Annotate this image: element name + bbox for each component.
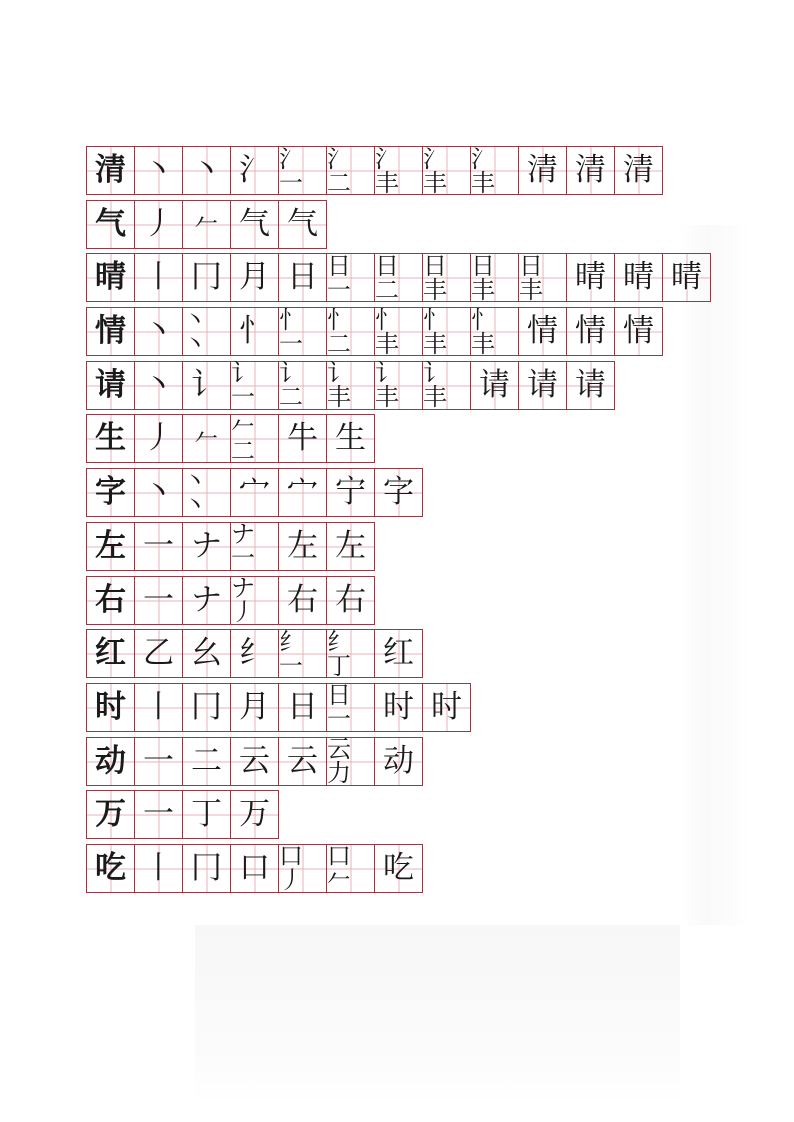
stroke-step-cell: 一 bbox=[134, 522, 183, 571]
stroke-step-cell: 宁 bbox=[326, 468, 375, 517]
stroke-step-cell: 忄丰 bbox=[470, 307, 519, 356]
stroke-step-cell: 丿 bbox=[134, 414, 183, 463]
stroke-step-cell: 口𠂉 bbox=[326, 844, 375, 893]
stroke-step-cell: 云 bbox=[230, 737, 279, 786]
stroke-step-cell: 氵丰 bbox=[470, 146, 519, 195]
stroke-step-cell: 忄 bbox=[230, 307, 279, 356]
stroke-step-cell: 请 bbox=[518, 361, 567, 410]
stroke-step-cell: 宀 bbox=[230, 468, 279, 517]
stroke-step-cell: 生 bbox=[326, 414, 375, 463]
stroke-step-cell: 日丰 bbox=[470, 253, 519, 302]
stroke-step-cell: 讠 bbox=[182, 361, 231, 410]
stroke-step-cell: 丶 bbox=[182, 146, 231, 195]
stroke-step-cell: 口丿 bbox=[278, 844, 327, 893]
stroke-row-qing-emotion bbox=[86, 307, 710, 356]
stroke-step-cell: 月 bbox=[230, 253, 279, 302]
stroke-step-cell: 幺 bbox=[182, 629, 231, 678]
stroke-order-worksheet bbox=[86, 146, 710, 898]
stroke-step-cell: 情 bbox=[518, 307, 567, 356]
character-cell: 清 bbox=[86, 146, 135, 195]
stroke-step-cell: 晴 bbox=[614, 253, 663, 302]
stroke-step-cell: 日一 bbox=[326, 253, 375, 302]
stroke-step-cell: 讠一 bbox=[230, 361, 279, 410]
stroke-step-cell: 左 bbox=[278, 522, 327, 571]
stroke-row-hong-red bbox=[86, 629, 710, 678]
stroke-row-qing-clear bbox=[86, 146, 710, 195]
stroke-step-cell: 晴 bbox=[566, 253, 615, 302]
stroke-step-cell: 丨 bbox=[134, 253, 183, 302]
stroke-step-cell: 丨 bbox=[134, 844, 183, 893]
stroke-step-cell: 字 bbox=[374, 468, 423, 517]
stroke-row-qing-please bbox=[86, 361, 710, 410]
stroke-step-cell: 请 bbox=[566, 361, 615, 410]
stroke-step-cell: 丶 bbox=[134, 146, 183, 195]
stroke-step-cell: 日 bbox=[278, 683, 327, 732]
stroke-step-cell: 时 bbox=[374, 683, 423, 732]
stroke-step-cell: 动 bbox=[374, 737, 423, 786]
character-cell: 晴 bbox=[86, 253, 135, 302]
stroke-row-you-right bbox=[86, 576, 710, 625]
stroke-step-cell: 清 bbox=[614, 146, 663, 195]
stroke-step-cell: 清 bbox=[566, 146, 615, 195]
stroke-step-cell: 氵一 bbox=[278, 146, 327, 195]
stroke-row-sheng-born bbox=[86, 414, 710, 463]
character-cell: 左 bbox=[86, 522, 135, 571]
stroke-step-cell: 乙 bbox=[134, 629, 183, 678]
stroke-row-wan-ten-thousand bbox=[86, 790, 710, 839]
stroke-step-cell: 云力 bbox=[326, 737, 375, 786]
stroke-step-cell: 清 bbox=[518, 146, 567, 195]
stroke-step-cell: 纟 bbox=[230, 629, 279, 678]
stroke-row-shi-time bbox=[86, 683, 710, 732]
stroke-step-cell: 吃 bbox=[374, 844, 423, 893]
character-cell: 请 bbox=[86, 361, 135, 410]
character-cell: 时 bbox=[86, 683, 135, 732]
stroke-step-cell: ナ一 bbox=[230, 522, 279, 571]
character-cell: 字 bbox=[86, 468, 135, 517]
stroke-step-cell: 万 bbox=[230, 790, 279, 839]
stroke-row-zuo-left bbox=[86, 522, 710, 571]
stroke-row-qing-sunny bbox=[86, 253, 710, 302]
character-cell: 右 bbox=[86, 576, 135, 625]
character-cell: 万 bbox=[86, 790, 135, 839]
stroke-step-cell: 丁 bbox=[182, 790, 231, 839]
character-cell: 红 bbox=[86, 629, 135, 678]
character-cell: 气 bbox=[86, 200, 135, 249]
stroke-step-cell: 时 bbox=[422, 683, 471, 732]
stroke-step-cell: 一 bbox=[134, 737, 183, 786]
stroke-step-cell: 忄丰 bbox=[374, 307, 423, 356]
stroke-step-cell: ナ bbox=[182, 522, 231, 571]
stroke-step-cell: 丿 bbox=[134, 200, 183, 249]
stroke-step-cell: 𠂉 bbox=[182, 414, 231, 463]
stroke-step-cell: 情 bbox=[566, 307, 615, 356]
stroke-step-cell: 气 bbox=[278, 200, 327, 249]
character-cell: 生 bbox=[86, 414, 135, 463]
stroke-step-cell: 丨 bbox=[134, 683, 183, 732]
stroke-step-cell: 右 bbox=[278, 576, 327, 625]
stroke-step-cell: ナ丿 bbox=[230, 576, 279, 625]
stroke-step-cell: 讠丰 bbox=[374, 361, 423, 410]
stroke-step-cell: 红 bbox=[374, 629, 423, 678]
stroke-step-cell: 日丰 bbox=[422, 253, 471, 302]
stroke-step-cell: 丶 bbox=[134, 307, 183, 356]
stroke-step-cell: 请 bbox=[470, 361, 519, 410]
stroke-step-cell: 日二 bbox=[374, 253, 423, 302]
stroke-step-cell: 纟一 bbox=[278, 629, 327, 678]
stroke-step-cell: 左 bbox=[326, 522, 375, 571]
character-cell: 吃 bbox=[86, 844, 135, 893]
stroke-step-cell: 丶丶 bbox=[182, 307, 231, 356]
stroke-step-cell: 讠丰 bbox=[326, 361, 375, 410]
stroke-step-cell: 宀 bbox=[278, 468, 327, 517]
stroke-step-cell: 𠂉 bbox=[182, 200, 231, 249]
stroke-step-cell: 口 bbox=[230, 844, 279, 893]
stroke-step-cell: 一 bbox=[134, 790, 183, 839]
stroke-step-cell: 冂 bbox=[182, 253, 231, 302]
stroke-step-cell: ナ bbox=[182, 576, 231, 625]
stroke-step-cell: 纟丁 bbox=[326, 629, 375, 678]
stroke-step-cell: 日一 bbox=[326, 683, 375, 732]
stroke-row-dong-move bbox=[86, 737, 710, 786]
stroke-step-cell: 牛 bbox=[278, 414, 327, 463]
stroke-step-cell: 晴 bbox=[662, 253, 711, 302]
stroke-step-cell: 二 bbox=[182, 737, 231, 786]
stroke-step-cell: 氵丰 bbox=[422, 146, 471, 195]
character-cell: 动 bbox=[86, 737, 135, 786]
stroke-step-cell: 一 bbox=[134, 576, 183, 625]
stroke-step-cell: 冂 bbox=[182, 844, 231, 893]
stroke-step-cell: 日 bbox=[278, 253, 327, 302]
stroke-step-cell: 冂 bbox=[182, 683, 231, 732]
stroke-step-cell: 忄二 bbox=[326, 307, 375, 356]
stroke-step-cell: 忄一 bbox=[278, 307, 327, 356]
stroke-step-cell: 𠂉二 bbox=[230, 414, 279, 463]
stroke-step-cell: 氵丰 bbox=[374, 146, 423, 195]
scan-shadow bbox=[195, 925, 680, 1105]
stroke-step-cell: 云 bbox=[278, 737, 327, 786]
stroke-step-cell: 丶丶 bbox=[182, 468, 231, 517]
stroke-row-chi-eat bbox=[86, 844, 710, 893]
stroke-step-cell: 月 bbox=[230, 683, 279, 732]
stroke-row-zi-char bbox=[86, 468, 710, 517]
stroke-step-cell: 忄丰 bbox=[422, 307, 471, 356]
stroke-step-cell: 右 bbox=[326, 576, 375, 625]
stroke-step-cell: 氵 bbox=[230, 146, 279, 195]
stroke-step-cell: 讠二 bbox=[278, 361, 327, 410]
stroke-step-cell: 氵二 bbox=[326, 146, 375, 195]
character-cell: 情 bbox=[86, 307, 135, 356]
stroke-step-cell: 气 bbox=[230, 200, 279, 249]
stroke-step-cell: 丶 bbox=[134, 468, 183, 517]
stroke-step-cell: 情 bbox=[614, 307, 663, 356]
stroke-step-cell: 丶 bbox=[134, 361, 183, 410]
stroke-step-cell: 日丰 bbox=[518, 253, 567, 302]
stroke-step-cell: 讠丰 bbox=[422, 361, 471, 410]
stroke-row-qi-air bbox=[86, 200, 710, 249]
